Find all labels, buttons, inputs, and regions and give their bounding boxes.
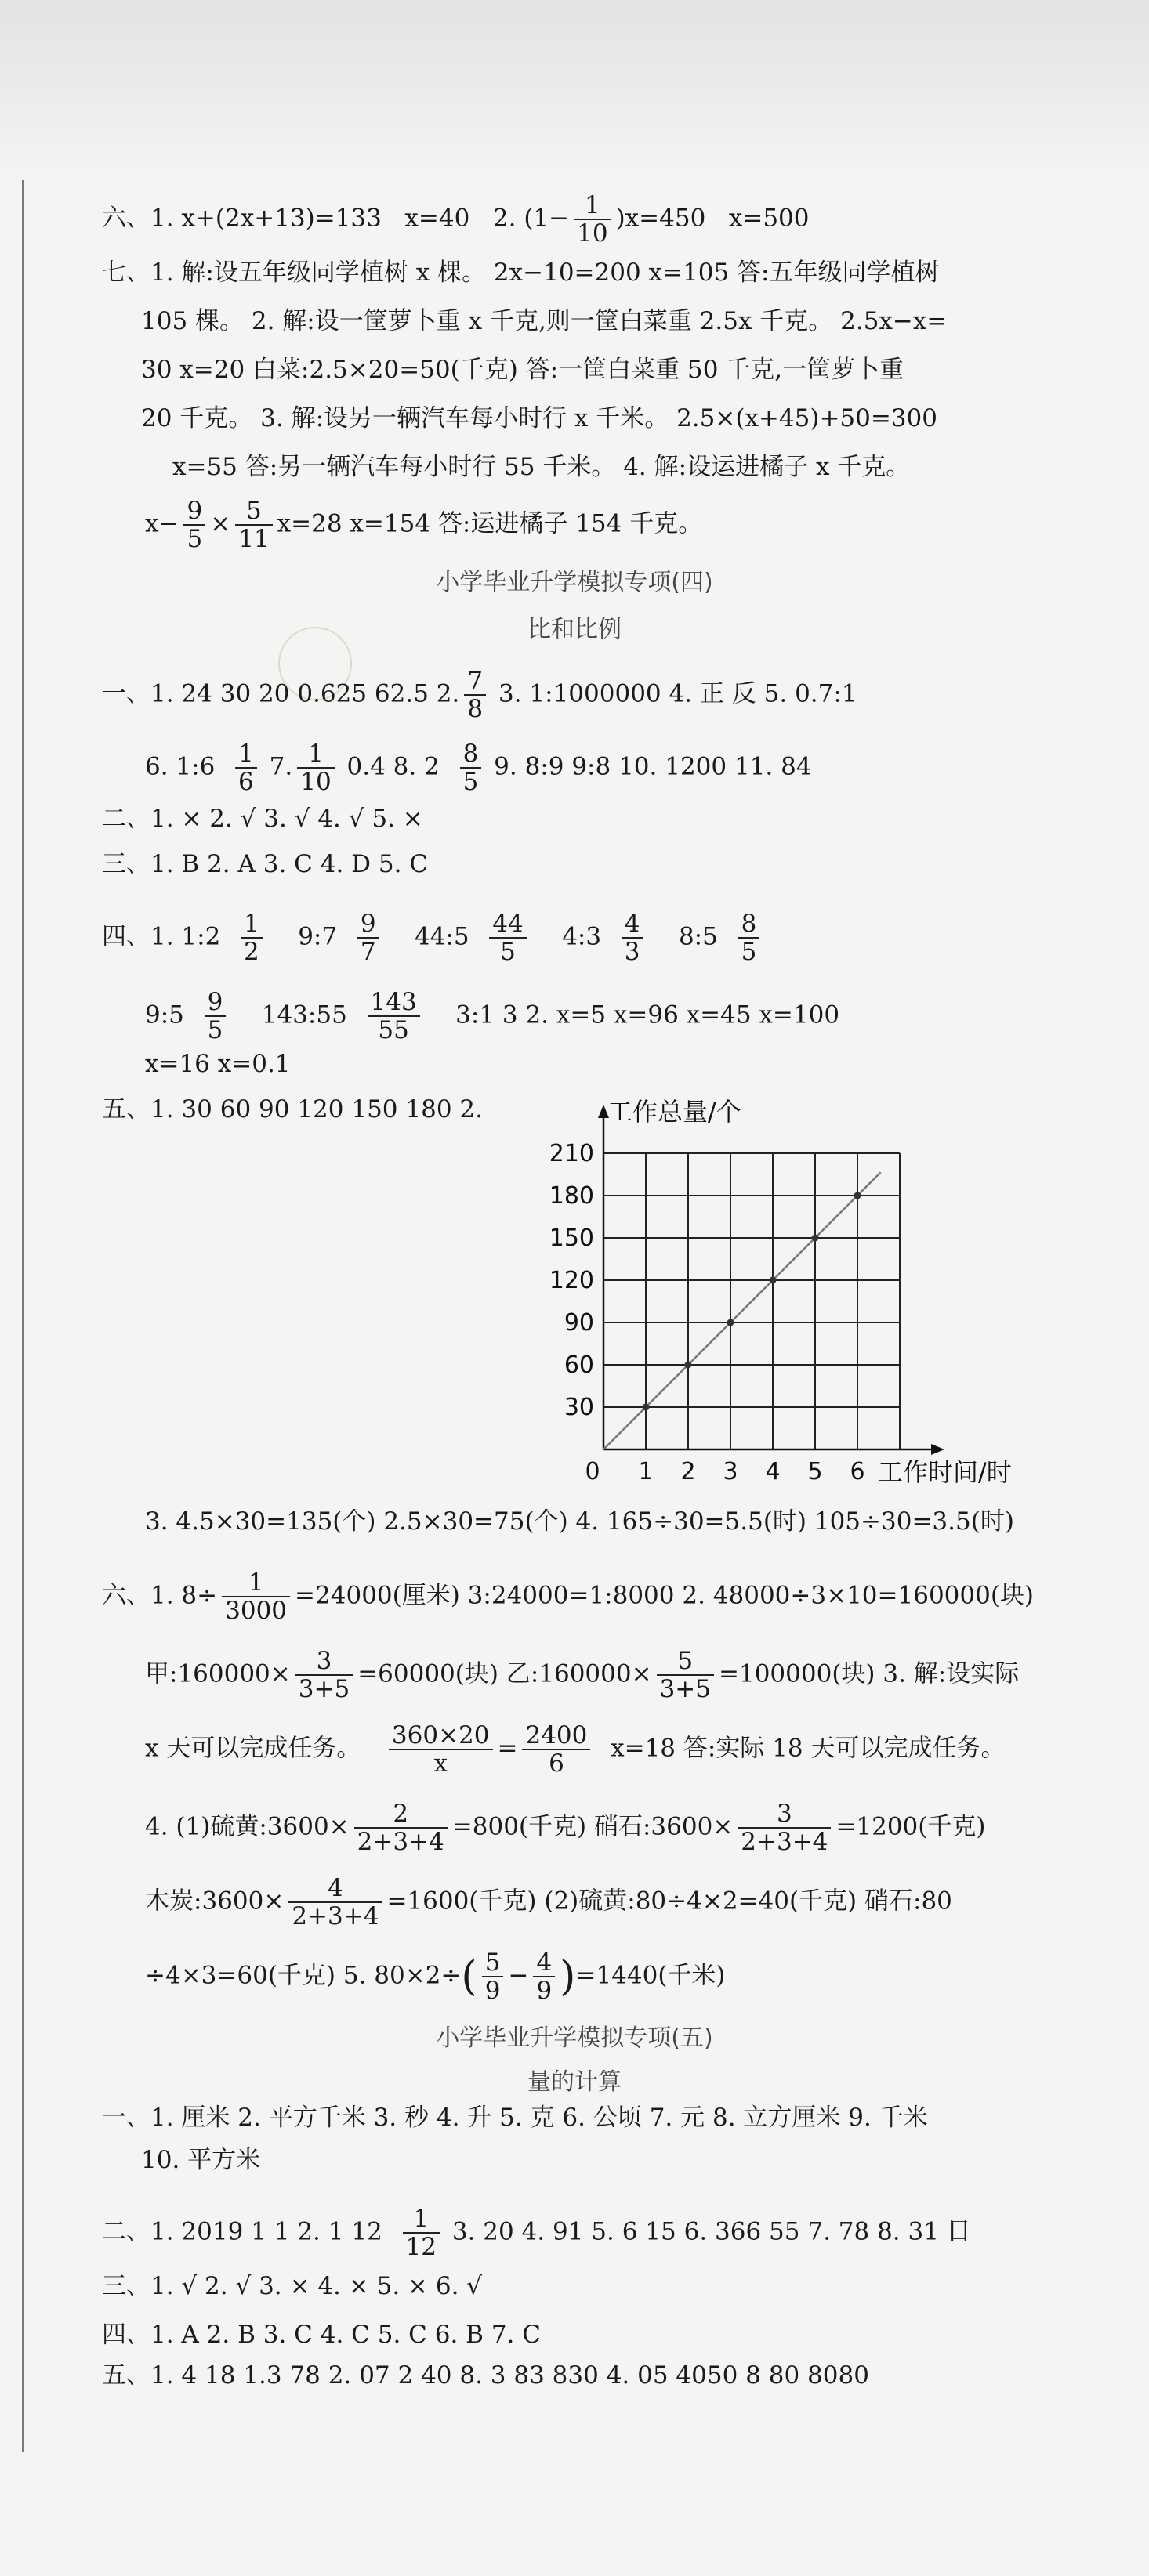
x-tick-label: 0 xyxy=(585,1458,600,1485)
fraction: $\frac{44}{5}$ xyxy=(489,910,526,965)
fraction: $\frac{4}{3}$ xyxy=(622,910,643,965)
fraction: $\frac{1}{10}$ xyxy=(297,740,334,795)
fraction: $\frac{9}{5}$ xyxy=(183,497,205,552)
fraction: $\frac{7}{8}$ xyxy=(464,668,486,722)
x-tick-label: 3 xyxy=(723,1458,738,1485)
data-point xyxy=(643,1404,650,1411)
fraction: $\frac{3}{2+3+4}$ xyxy=(738,1800,831,1855)
line-graph xyxy=(541,1089,1042,1496)
graph-x-label: 工作时间/时 xyxy=(878,1457,1012,1487)
answer-line-7-4: 20 千克。 3. 解:设另一辆汽车每小时行 x 千米。 2.5×(x+45)+50=300 xyxy=(141,404,938,432)
unit-5-title: 小学毕业升学模拟专项(五) xyxy=(436,2024,713,2052)
u5-yi-line-2: 10. 平方米 xyxy=(141,2146,261,2174)
u5-wu-line: 五、1. 4 18 1.3 78 2. 07 2 40 8. 3 83 830 4. 05 4050 8 80 8080 xyxy=(102,2361,869,2390)
answer-line-7-6: x− $\frac{9}{5}$ × $\frac{5}{11}$ x=28 x=154 答:运进橘子 154 千克。 xyxy=(145,497,703,554)
u4-liu-line-3: x 天可以完成任务。 $\frac{360\times 20}{x}$ = $\frac{2400}{6}$ x=18 答:实际 18 天可以完成任务。 xyxy=(145,1721,1006,1778)
fraction: $\frac{1}{10}$ xyxy=(574,192,611,247)
fraction: $\frac{1}{12}$ xyxy=(403,2205,440,2260)
fraction: $\frac{4}{9}$ xyxy=(533,1949,555,2004)
data-point xyxy=(854,1192,861,1199)
x-tick-label: 1 xyxy=(638,1458,654,1485)
u4-liu-line-6: ÷4×3=60(千克) 5. 80×2÷( $\frac{5}{9}$ − $\frac{4}{9}$ )=1440(千米) xyxy=(145,1948,726,2006)
u5-er-line: 二、1. 2019 1 1 2. 1 12 $\frac{1}{12}$ 3. 20 4. 91 5. 6 15 6. 366 55 7. 78 8. 31 日 xyxy=(102,2205,971,2262)
answer-line-7-3: 30 x=20 白菜:2.5×20=50(千克) 答:一筐白菜重 50 千克,一筐萝卜重 xyxy=(141,356,904,384)
data-point xyxy=(812,1235,819,1242)
graph-y-label: 工作总量/个 xyxy=(607,1097,741,1127)
y-tick-label: 30 xyxy=(564,1394,594,1421)
u4-yi-line-2: 6. 1:6 $\frac{1}{6}$ 7. $\frac{1}{10}$ 0.4 8. 2 $\frac{8}{5}$ 9. 8:9 9:8 10. 1200 11. 84 xyxy=(145,740,812,797)
u4-wu-line-1: 五、1. 30 60 90 120 150 180 2. xyxy=(102,1095,483,1123)
fraction: $\frac{5}{11}$ xyxy=(235,497,272,552)
answer-line-7-2: 105 棵。 2. 解:设一筐萝卜重 x 千克,则一筐白菜重 2.5x 千克。 2.5x−x= xyxy=(141,307,948,335)
u4-si-line-1: 四、1. 1:2 $\frac{1}{2}$ 9:7 $\frac{9}{7}$ 44:5 $\frac{44}{5}$ 4:3 $\frac{4}{3}$ 8:5 $\frac{8}{5}$ xyxy=(102,910,764,965)
u4-liu-line-2: 甲:160000× $\frac{3}{3+5}$ =60000(块) 乙:160000× $\frac{5}{3+5}$ =100000(块) 3. 解:设实际 xyxy=(145,1647,1020,1704)
u4-liu-line-1: 六、1. 8÷ $\frac{1}{3000}$ =24000(厘米) 3:24000=1:8000 2. 48000÷3×10=160000(块) xyxy=(102,1568,1035,1626)
y-tick-label: 60 xyxy=(564,1351,594,1379)
u5-san-line: 三、1. √ 2. √ 3. × 4. × 5. × 6. √ xyxy=(102,2272,483,2300)
answer-line-7-5: x=55 答:另一辆汽车每小时行 55 千米。 4. 解:设运进橘子 x 千克。 xyxy=(172,453,911,481)
y-tick-label: 120 xyxy=(549,1267,594,1294)
x-tick-label: 6 xyxy=(850,1458,865,1485)
u4-si-line-3: x=16 x=0.1 xyxy=(145,1050,291,1078)
unit-4-title: 小学毕业升学模拟专项(四) xyxy=(436,569,713,596)
fraction: $\frac{143}{55}$ xyxy=(368,989,420,1044)
fraction: $\frac{5}{3+5}$ xyxy=(657,1648,714,1702)
y-tick-label: 90 xyxy=(564,1309,594,1337)
data-point xyxy=(685,1362,692,1369)
x-axis-arrow xyxy=(931,1444,944,1455)
u4-wu-line-3: 3. 4.5×30=135(个) 2.5×30=75(个) 4. 165÷30=5.5(时) 105÷30=3.5(时) xyxy=(145,1507,1014,1536)
fraction: $\frac{8}{5}$ xyxy=(738,910,760,965)
fraction: $\frac{360\times 20}{x}$ xyxy=(389,1722,493,1777)
fraction: $\frac{3}{3+5}$ xyxy=(295,1648,353,1702)
fraction: $\frac{8}{5}$ xyxy=(460,740,482,795)
unit-4-subtitle: 比和比例 xyxy=(527,616,622,643)
u4-san-line: 三、1. B 2. A 3. C 4. D 5. C xyxy=(102,850,429,878)
scan-top-shade xyxy=(0,0,1149,180)
fraction: $\frac{4}{2+3+4}$ xyxy=(288,1875,382,1930)
fraction: $\frac{9}{7}$ xyxy=(357,910,379,965)
data-point xyxy=(770,1277,777,1284)
x-tick-label: 2 xyxy=(680,1458,696,1485)
answer-line-7-1: 七、1. 解:设五年级同学植树 x 棵。 2x−10=200 x=105 答:五年级同学植树 xyxy=(102,259,940,287)
u4-si-line-2: 9:5 $\frac{9}{5}$ 143:55 $\frac{143}{55}$ 3:1 3 2. x=5 x=96 x=45 x=100 xyxy=(145,988,840,1045)
u4-er-line: 二、1. × 2. √ 3. √ 4. √ 5. × xyxy=(102,805,423,833)
fraction: $\frac{9}{5}$ xyxy=(205,989,227,1044)
x-tick-label: 5 xyxy=(807,1458,823,1485)
y-tick-label: 210 xyxy=(549,1140,594,1167)
u5-yi-line-1: 一、1. 厘米 2. 平方千米 3. 秒 4. 升 5. 克 6. 公顷 7. 元 8. 立方厘米 9. 千米 xyxy=(102,2104,928,2132)
fraction: $\frac{2400}{6}$ xyxy=(522,1722,590,1777)
u5-si-line: 四、1. A 2. B 3. C 4. C 5. C 6. B 7. C xyxy=(102,2321,541,2349)
fraction: $\frac{1}{2}$ xyxy=(241,910,263,965)
u4-liu-line-5: 木炭:3600× $\frac{4}{2+3+4}$ =1600(千克) (2)硫黄:80÷4×2=40(千克) 硝石:80 xyxy=(145,1874,952,1931)
u4-yi-line-1: 一、1. 24 30 20 0.625 62.5 2. $\frac{7}{8}$ 3. 1:1000000 4. 正 反 5. 0.7:1 xyxy=(102,667,857,724)
y-tick-label: 150 xyxy=(549,1225,594,1252)
y-tick-label: 180 xyxy=(549,1182,594,1210)
fraction: $\frac{5}{9}$ xyxy=(482,1949,504,2004)
margin-line xyxy=(22,180,24,2452)
data-point xyxy=(727,1319,734,1326)
u4-liu-line-4: 4. (1)硫黄:3600× $\frac{2}{2+3+4}$ =800(千克) 硝石:3600× $\frac{3}{2+3+4}$ =1200(千克) xyxy=(145,1800,986,1857)
answer-line-6: 六、1. x+(2x+13)=133 x=40 2. (1− $\frac{1}{10}$ )x=450 x=500 xyxy=(102,191,810,248)
fraction: $\frac{1}{6}$ xyxy=(235,740,257,795)
fraction: $\frac{2}{2+3+4}$ xyxy=(354,1800,448,1855)
unit-5-subtitle: 量的计算 xyxy=(527,2068,622,2096)
fraction: $\frac{1}{3000}$ xyxy=(222,1569,290,1624)
x-tick-label: 4 xyxy=(765,1458,781,1485)
